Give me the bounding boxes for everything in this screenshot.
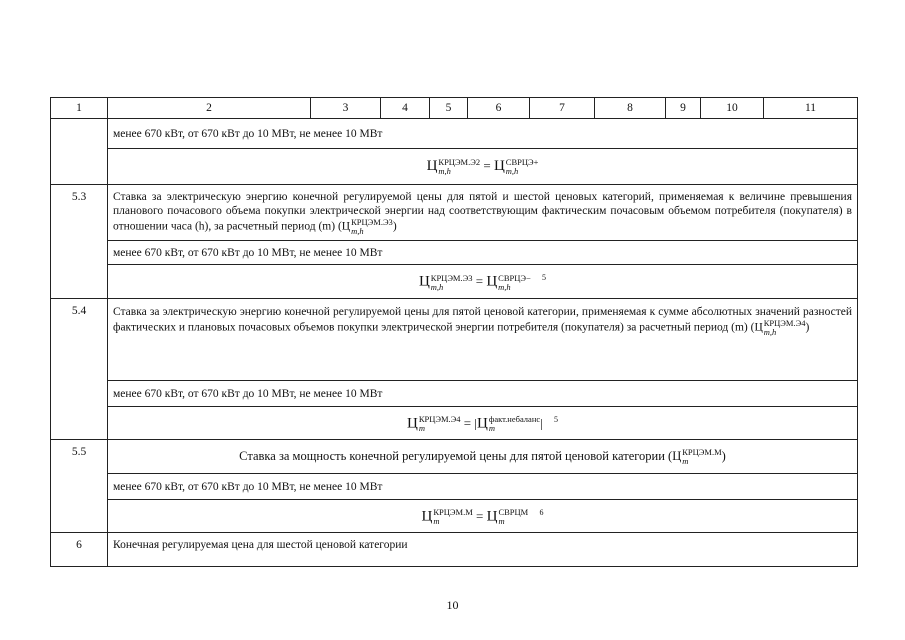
row-description: Ставка за электрическую энергию конечной регулируемой цены для пятой и шестой ценовых категорий, применяемая к величине превышения планового почасового объема покупки электрической энергии над соответствующим фактическим почасовым объемом потребителя (покупателя) в отношении часа (h), за расчетный период (m) (Ц КРЦЭМ.Э3 m,h ): [108, 185, 858, 241]
table-row: [51, 533, 858, 567]
row-description: Конечная регулируемая цена для шестой ценовой категории: [108, 533, 858, 567]
col-header: 8: [595, 98, 666, 119]
row-number: 5.4: [51, 299, 108, 440]
table-row: [51, 299, 858, 381]
col-header: 11: [764, 98, 858, 119]
footnote-ref: 5: [542, 273, 547, 283]
table-row: [51, 440, 858, 474]
formula-e3: Ц КРЦЭМ.Э3 m,h = Ц СВРЦЭ− m,h $^5$: [108, 265, 858, 299]
col-header: 6: [468, 98, 530, 119]
table-row: [51, 149, 858, 185]
row-description: Ставка за электрическую энергию конечной регулируемой цены для пятой ценовой категории, применяемая к сумме абсолютных значений разностей фактических и плановых почасовых объемов покупки электрической энергии потребителя (покупателя) за расчетный период (m) (Ц КРЦЭМ.Э4 m,h ): [108, 299, 858, 381]
row-number: [51, 119, 108, 185]
power-range-label: менее 670 кВт, от 670 кВт до 10 МВт, не менее 10 МВт: [108, 381, 858, 407]
col-header: 9: [666, 98, 701, 119]
page-number: 10: [446, 598, 459, 612]
formula-e2: Ц КРЦЭМ.Э2 m,h = Ц СВРЦЭ+ m,h: [108, 149, 858, 185]
table-row: [51, 241, 858, 265]
table-row: [51, 474, 858, 500]
table-row: [51, 500, 858, 533]
row-number: 5.3: [51, 185, 108, 299]
col-header: 2: [108, 98, 311, 119]
col-header: 3: [311, 98, 381, 119]
row-description: Ставка за мощность конечной регулируемой цены для пятой ценовой категории (Ц КРЦЭМ.М m ): [108, 440, 858, 474]
table-row: [51, 265, 858, 299]
col-header: 10: [701, 98, 764, 119]
row-number: 5.5: [51, 440, 108, 533]
footnote-ref: 5: [554, 414, 558, 424]
table-row: [51, 185, 858, 241]
table-row: [51, 381, 858, 407]
power-range-label: менее 670 кВт, от 670 кВт до 10 МВт, не менее 10 МВт: [108, 474, 858, 500]
col-header: 1: [51, 98, 108, 119]
header-row: [51, 98, 858, 119]
table-row: [51, 407, 858, 440]
row-number: 6: [51, 533, 108, 567]
tariff-table: [50, 97, 858, 567]
footnote-ref: 6: [539, 507, 544, 517]
col-header: 5: [430, 98, 468, 119]
power-range-label: менее 670 кВт, от 670 кВт до 10 МВт, не менее 10 МВт: [108, 241, 858, 265]
col-header: 4: [381, 98, 430, 119]
table-row: [51, 119, 858, 149]
col-header: 7: [530, 98, 595, 119]
formula-e4: Ц КРЦЭМ.Э4 m = |Ц факт.небаланс m | $^5$: [108, 407, 858, 440]
formula-m: Ц КРЦЭМ.М m = Ц СВРЦМ m $^6$: [108, 500, 858, 533]
power-range-label: менее 670 кВт, от 670 кВт до 10 МВт, не менее 10 МВт: [108, 119, 858, 149]
